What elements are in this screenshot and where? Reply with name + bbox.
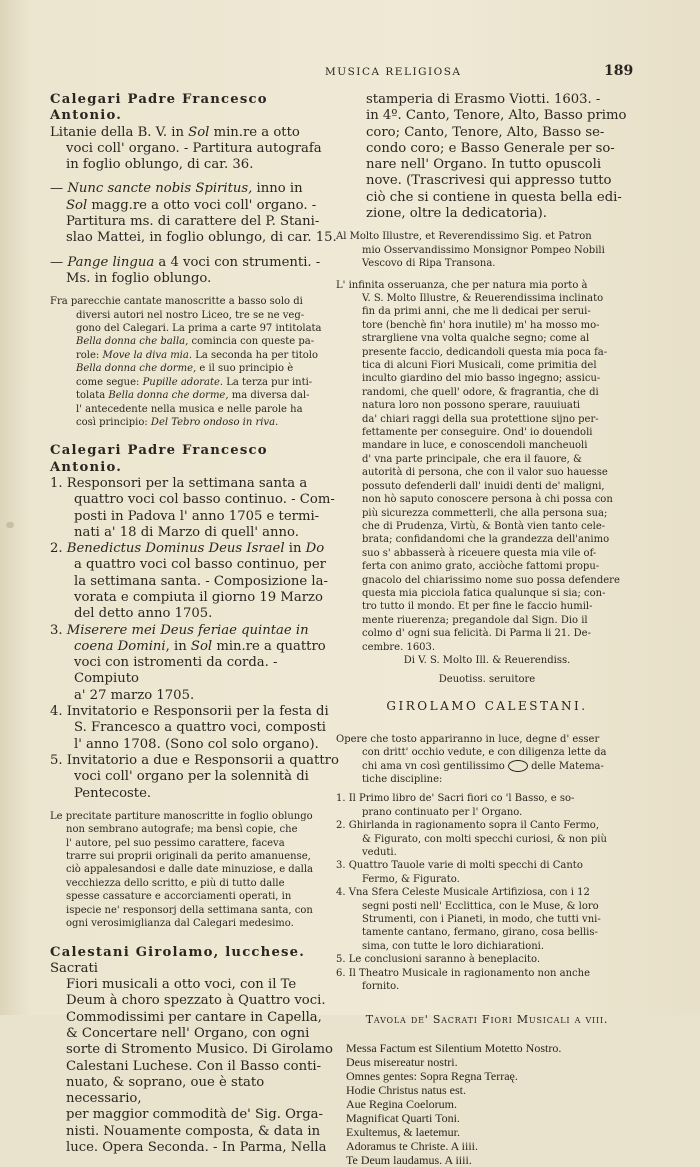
text-line: autorità di persona, che con il valor suo hauesse (362, 467, 608, 479)
paper-mark (6, 522, 14, 528)
text-line: role: Move la diva mia. La seconda ha per titolo (76, 349, 318, 361)
text-line: mandare in luce, e conoscendoli mancheuoli (362, 440, 588, 452)
opere-intro (336, 733, 638, 787)
text-line: brata; confidandomi che la grandezza dell'animo (362, 534, 610, 546)
text-line: diversi autori nel nostro Liceo, tre se ne veg- (76, 309, 305, 321)
text-line: Fiori musicali a otto voci, con il Te (66, 977, 297, 993)
text-line: 5. Invitatorio a due e Responsorii a quattro (50, 752, 339, 768)
text-line: a quattro voci col basso continuo, per (74, 557, 326, 573)
text-line: coena Domini, in Sol min.re a quattro (74, 638, 326, 654)
text-line: tro tutto il mondo. Et per fine le faccio humil- (362, 601, 593, 613)
text-line: coro; Canto, Tenore, Alto, Basso se- (366, 124, 605, 140)
text-line: tolata Bella donna che dorme, ma diversa dal- (76, 390, 310, 402)
list-item (336, 859, 638, 886)
text-line: Exultemus, & laetemur. (346, 1124, 460, 1139)
text-line: Aue Regina Coelorum. (346, 1096, 457, 1111)
closing-formula: Di V. S. Molto Ill. & Reuerendiss. (403, 654, 571, 666)
left-column (50, 92, 340, 1156)
text-line: & Concertare nell' Organo, con ogni (66, 1026, 310, 1041)
text-line: non hò saputo conoscere persona à chi possa con (362, 494, 613, 506)
text-line: randomi, che quell' odore, & fragrantia, che di (362, 386, 599, 398)
text-line: veduti. (362, 847, 397, 859)
text-line: Ms. in foglio oblungo. (66, 270, 212, 286)
text-line: a' 27 marzo 1705. (74, 687, 195, 703)
text-line: Magnificat Quarti Toni. (346, 1110, 460, 1125)
text-line: nisti. Nouamente composta, & data in (66, 1123, 321, 1139)
circle-symbol-icon (508, 760, 528, 772)
entry-litanie (50, 125, 340, 174)
text-line: ispecie ne' responsorj della settimana santa, con (66, 904, 313, 916)
text-line: slao Mattei, in foglio oblungo, di car. 15. (66, 230, 337, 246)
list-item (50, 623, 340, 704)
list-item (50, 753, 340, 802)
dedication (336, 230, 638, 270)
text-line: fin da primi anni, che me li dedicai per serui- (362, 306, 591, 318)
text-line: — Pange lingua a 4 voci con strumenti. - (50, 254, 321, 270)
text-line: in 4º. Canto, Tenore, Alto, Basso primo (366, 108, 627, 124)
text-line: & Figurato, con molti specchi curiosi, & non più (362, 833, 607, 845)
text-line: questa mia picciola fatica qualunque si sia; con- (362, 587, 606, 599)
text-line: L' infinita osseruanza, che per natura mia porto à (336, 279, 588, 291)
text-line: vecchiezza dello scritto, e più di tutto dalle (66, 877, 285, 889)
entry-calestani-first (50, 945, 340, 978)
text-line: Te Deum laudamus. A iiii. (346, 1152, 472, 1167)
text-line: Calestani Luchese. Con il Basso conti- (66, 1058, 322, 1074)
text-block (336, 230, 638, 270)
text-line: Opere che tosto appariranno in luce, degne d' esser (336, 733, 600, 745)
page-number: 189 (604, 63, 634, 79)
dedicatory-letter (336, 279, 638, 654)
list-item (50, 541, 340, 622)
text-line: come segue: Pupille adorate. La terza pur inti- (76, 376, 313, 388)
text-line: chi ama vn così gentilissimo (362, 760, 505, 772)
text-line: gono del Calegari. La prima a carte 97 intitolata (76, 323, 322, 335)
text-line: 3. Miserere mei Deus feriae quintae in (50, 622, 309, 638)
text-line: tica di alcuni Fiori Musicali, come primitia del (362, 360, 597, 372)
text-block (50, 124, 340, 174)
text-line: con dritt' occhio vedute, e con diligenza lette da (362, 747, 607, 759)
list-item (336, 886, 638, 953)
text-line: che di Prudenza, Virtù, & Bontà vien tanto cele- (362, 520, 606, 532)
text-line: Messa Factum est Silentium Motetto Nostro. (346, 1040, 562, 1055)
text-block (50, 254, 340, 288)
entry-heading-2: Calegari Padre Francesco Antonio. (50, 443, 268, 475)
text-line: fettamente per conseguire. Ond' io douendoli (362, 427, 593, 439)
entry-heading-3: Calestani Girolamo, lucchese. (50, 944, 306, 960)
text-line: Adoramus te Christe. A iiii. (346, 1138, 478, 1153)
text-line: ciò appalesandosi e dalle date minuziose, e dalla (66, 864, 314, 876)
text-line: da' chiari raggi della sua protettione sijno per- (362, 413, 599, 425)
text-block (66, 977, 340, 1156)
text-line: nare nell' Organo. In tutto opuscoli (366, 157, 602, 173)
text-line: voci coll' organo per la solennità di (74, 769, 309, 785)
signature-name: GIROLAMO CALESTANI. (386, 698, 588, 713)
note-cantate (50, 295, 340, 429)
text-line: d' vna parte principale, che era il fauore, & (362, 453, 582, 465)
text-line: V. S. Molto Illustre, & Reuerendissima inclinato (362, 293, 604, 304)
entry-calestani (50, 977, 340, 1156)
entry-heading: Calegari Padre Francesco Antonio. (50, 92, 268, 124)
entry-pange-lingua (50, 255, 340, 288)
text-line: l' anno 1708. (Sono col solo organo). (74, 736, 319, 752)
text-line: Bella donna che balla, comincia con queste pa- (76, 336, 315, 348)
right-column (336, 92, 638, 1167)
entry-calestani-cont (336, 92, 638, 222)
text-line: la settimana santa. - Composizione la- (74, 573, 328, 589)
text-line: Hodie Christus natus est. (346, 1082, 466, 1097)
text-line: presente faccio, dedicandoli questa mia poca fa- (362, 346, 608, 358)
text-line: nove. (Trascrivesi qui appresso tutto (366, 173, 612, 189)
text-line: 4. Invitatorio e Responsorii per la festa di (50, 704, 329, 720)
text-line: Al Molto Illustre, et Reverendissimo Sig. et Patron (336, 231, 592, 243)
text-line: Litanie della B. V. in Sol min.re a otto (50, 124, 300, 140)
text-line: colmo d' ogni sua felicità. Di Parma li 21. De- (362, 628, 591, 640)
text-line: Fra parecchie cantate manoscritte a basso solo di (50, 296, 303, 308)
list-item (50, 704, 340, 753)
text-block (50, 181, 340, 246)
text-block (346, 1041, 638, 1167)
text-line: ferta con animo grato, acciòche fattomi propu- (362, 561, 600, 573)
text-line: 1. Il Primo libro de' Sacri fiori co 'l Basso, e so- (336, 793, 575, 805)
text-line: voci con istromenti da corda. - Compiuto (74, 655, 278, 687)
text-line: in foglio oblungo, di car. 36. (66, 157, 254, 173)
text-line: l' antecedente nella musica e nelle parole ha (76, 403, 303, 415)
text-line: del detto anno 1705. (74, 606, 213, 622)
text-line: l' autore, pel suo pessimo carattere, faceva (66, 837, 285, 849)
text-line: Sol magg.re a otto voci coll' organo. - (66, 197, 317, 213)
text-line: Bella donna che dorme, e il suo principio è (76, 363, 294, 375)
text-line: nuato, & soprano, oue è stato necessario, (66, 1074, 265, 1107)
text-line: sorte di Stromento Musico. Di Girolamo (66, 1042, 333, 1058)
text-line: — Nunc sancte nobis Spiritus, inno in (50, 181, 303, 197)
tavola-heading: Tavola de' Sacrati Fiori Musicali a viii. (365, 1012, 609, 1026)
text-line: più sicurezza commetterli, che alla persona sua; (362, 507, 608, 519)
text-line: Omnes gentes: Sopra Regna Terraę. (346, 1068, 518, 1083)
text-line: mio Osservandissimo Monsignor Pompeo Nobili (362, 244, 605, 256)
list-item (336, 953, 638, 966)
note-partiture (50, 810, 340, 931)
list-item (336, 819, 638, 859)
text-block (336, 733, 638, 787)
text-block (336, 279, 638, 654)
text-line: 4. Vna Sfera Celeste Musicale Artifiziosa, con i 12 (336, 887, 590, 899)
text-line: così principio: Del Tebro ondoso in riva. (76, 416, 279, 428)
signature-title: Deuotiss. seruitore (438, 674, 536, 686)
entry-nunc-sancte (50, 181, 340, 246)
text-line: ciò che si contiene in questa bella edi- (366, 189, 622, 205)
text-line: natura loro non possono sperare, rauuiuati (362, 400, 581, 412)
text-line: posti in Padova l' anno 1705 e termi- (74, 508, 320, 524)
text-line: Le precitate partiture manoscritte in foglio oblungo (50, 810, 313, 822)
text-line: luce. Opera Seconda. - In Parma, Nella (66, 1140, 327, 1156)
text-line: Commodissimi per cantare in Capella, (66, 1009, 322, 1025)
text-line: Vescovo di Ripa Transona. (362, 258, 496, 270)
text-line: zione, oltre la dedicatoria). (366, 206, 547, 222)
text-line: inculto giardino del mio basso ingegno; assicu- (362, 373, 601, 385)
text-line: S. Francesco a quattro voci, composti (74, 720, 326, 736)
text-line: vorata e compiuta il giorno 19 Marzo (74, 590, 323, 605)
text-line: delle Matema- (527, 760, 604, 772)
text-line: Strumenti, con i Pianeti, in modo, che tutti vni- (362, 914, 601, 926)
text-line: condo coro; e Basso Generale per so- (366, 140, 615, 156)
text-line: Deus misereatur nostri. (346, 1054, 458, 1069)
page-header (0, 63, 700, 86)
text-line: Fermo, & Figurato. (362, 873, 460, 885)
text-line: possuto defenderli dall' inuidi denti de' maligni, (362, 480, 605, 492)
text-line: non sembrano autografe; ma bensì copie, che (66, 824, 298, 836)
text-block (50, 810, 340, 931)
list-item (50, 476, 340, 541)
text-line: 3. Quattro Tauole varie di molti specchi di Canto (336, 860, 583, 872)
text-line: per maggior commodità de' Sig. Orga- (66, 1107, 323, 1123)
text-line: tamente cantano, fermano, girano, cosa bellis- (362, 927, 598, 939)
text-line: fornito. (362, 981, 400, 993)
text-line: mente riuerenza; pregandole dal Sign. Dio il (362, 614, 588, 626)
text-line: Partitura ms. di carattere del P. Stani- (66, 214, 320, 230)
text-line: cembre. 1603. (362, 641, 436, 653)
text-line: prano continuato per l' Organo. (362, 806, 523, 818)
opere-list (336, 792, 638, 993)
text-line: 6. Il Theatro Musicale in ragionamento non anche (336, 967, 590, 979)
numbered-list (50, 476, 340, 802)
text-line: sima, con tutte le loro dichiarationi. (362, 940, 545, 952)
tavola-list (336, 1041, 638, 1167)
text-line: 5. Le conclusioni saranno à beneplacito. (336, 954, 541, 966)
text-line: segni posti nell' Ecclittica, con le Muse, & loro (362, 900, 599, 912)
text-line: 1. Responsori per la settimana santa a (50, 475, 308, 491)
text-line: spesse cassature e accorciamenti operati, in (66, 891, 292, 903)
text-line: 2. Ghirlanda in ragionamento sopra il Canto Fermo, (336, 820, 600, 832)
text-line: Deum à choro spezzato à Quattro voci. (66, 993, 326, 1009)
text-line: stamperia di Erasmo Viotti. 1603. - (366, 92, 601, 107)
text-block (366, 92, 638, 222)
text-line: Pentecoste. (74, 785, 152, 801)
text-line: 2. Benedictus Dominus Deus Israel in Do (50, 541, 325, 557)
text-line: tiche discipline: (362, 774, 443, 785)
text-line: quattro voci col basso continuo. - Com- (74, 492, 335, 508)
text-line: voci coll' organo. - Partitura autografa (66, 140, 322, 156)
text-line: tore (benchè fin' hora inutile) m' ha mosso mo- (362, 319, 600, 331)
text-line: suo s' abbasserà à riceuere questa mia vile of- (362, 547, 597, 559)
text-block (50, 295, 340, 429)
list-item (336, 967, 638, 994)
text-line: trarre sui proprii originali da perito amanuense, (66, 851, 311, 863)
text-line: strargliene vna volta qualche segno; come al (362, 333, 590, 345)
list-item (336, 792, 638, 819)
text-line: nati a' 18 di Marzo di quell' anno. (74, 524, 299, 540)
text-line: ogni verosimiglianza dal Calegari medesimo. (66, 918, 294, 930)
running-title: MUSICA RELIGIOSA (325, 66, 462, 78)
entry-calestani-start: Sacrati (50, 960, 98, 976)
text-line: gnacolo del chiarissimo nome suo possa defendere (362, 574, 620, 586)
